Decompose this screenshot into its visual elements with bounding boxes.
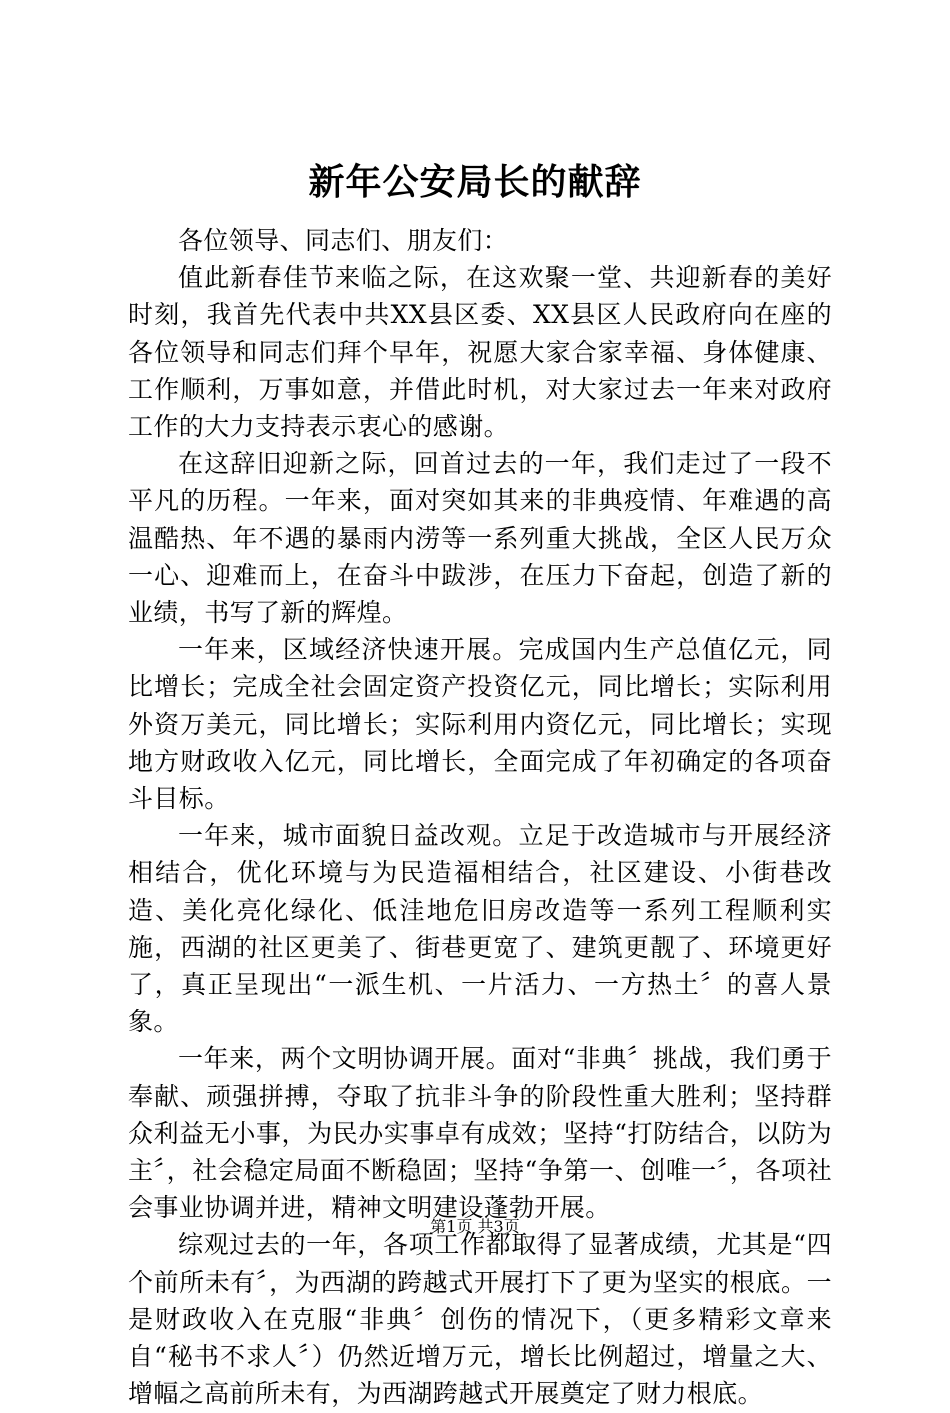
greeting-paragraph: 值此新春佳节来临之际，在这欢聚一堂、共迎新春的美好时刻，我首先代表中共XX县区委、XX县区人民政府向在座的各位领导和同志们拜个早年，祝愿大家合家幸福、身体健康、工作顺利，万事如意，并借此时机，对大家过去一年来对政府工作的大力支持表示衷心的感谢。 — [128, 263, 832, 442]
salutation-paragraph: 各位领导、同志们、朋友们： — [178, 226, 509, 255]
summary-paragraph: 综观过去的一年，各项工作都取得了显著成绩，尤其是“四个前所未有〞，为西湖的跨越式开展打下了更为坚实的根底。一是财政收入在克服“非典〞创伤的情况下，（更多精彩文章来自“秘书不求人〞）仍然近增万元，增长比例超过，增量之大、增幅之高前所未有，为西湖跨越式开展奠定了财力根底。 — [128, 1230, 832, 1409]
economy-paragraph: 一年来，区域经济快速开展。完成国内生产总值亿元，同比增长；完成全社会固定资产投资亿元，同比增长；实际利用外资万美元，同比增长；实际利用内资亿元，同比增长；实现地方财政收入亿元，同比增长，全面完成了年初确定的各项奋斗目标。 — [128, 635, 832, 814]
city-paragraph: 一年来，城市面貌日益改观。立足于改造城市与开展经济相结合，优化环境与为民造福相结合，社区建设、小街巷改造、美化亮化绿化、低洼地危旧房改造等一系列工程顺利实施，西湖的社区更美了、街巷更宽了、建筑更靓了、环境更好了，真正呈现出“一派生机、一片活力、一方热土〞的喜人景象。 — [128, 821, 832, 1037]
civilization-paragraph: 一年来，两个文明协调开展。面对“非典〞挑战，我们勇于奉献、顽强拼搏，夺取了抗非斗争的阶段性重大胜利；坚持群众利益无小事，为民办实事卓有成效；坚持“打防结合，以防为主〞，社会稳定局面不断稳固；坚持“争第一、创唯一〞，各项社会事业协调并进，精神文明建设蓬勃开展。 — [128, 1044, 832, 1223]
review-paragraph: 在这辞旧迎新之际，回首过去的一年，我们走过了一段不平凡的历程。一年来，面对突如其来的非典疫情、年难遇的高温酷热、年不遇的暴雨内涝等一系列重大挑战，全区人民万众一心、迎难而上，在奋斗中跋涉，在压力下奋起，创造了新的业绩，书写了新的辉煌。 — [128, 449, 832, 628]
page-number: 第1页 共3页 — [430, 1217, 520, 1236]
document-title: 新年公安局长的献辞 — [308, 161, 642, 203]
